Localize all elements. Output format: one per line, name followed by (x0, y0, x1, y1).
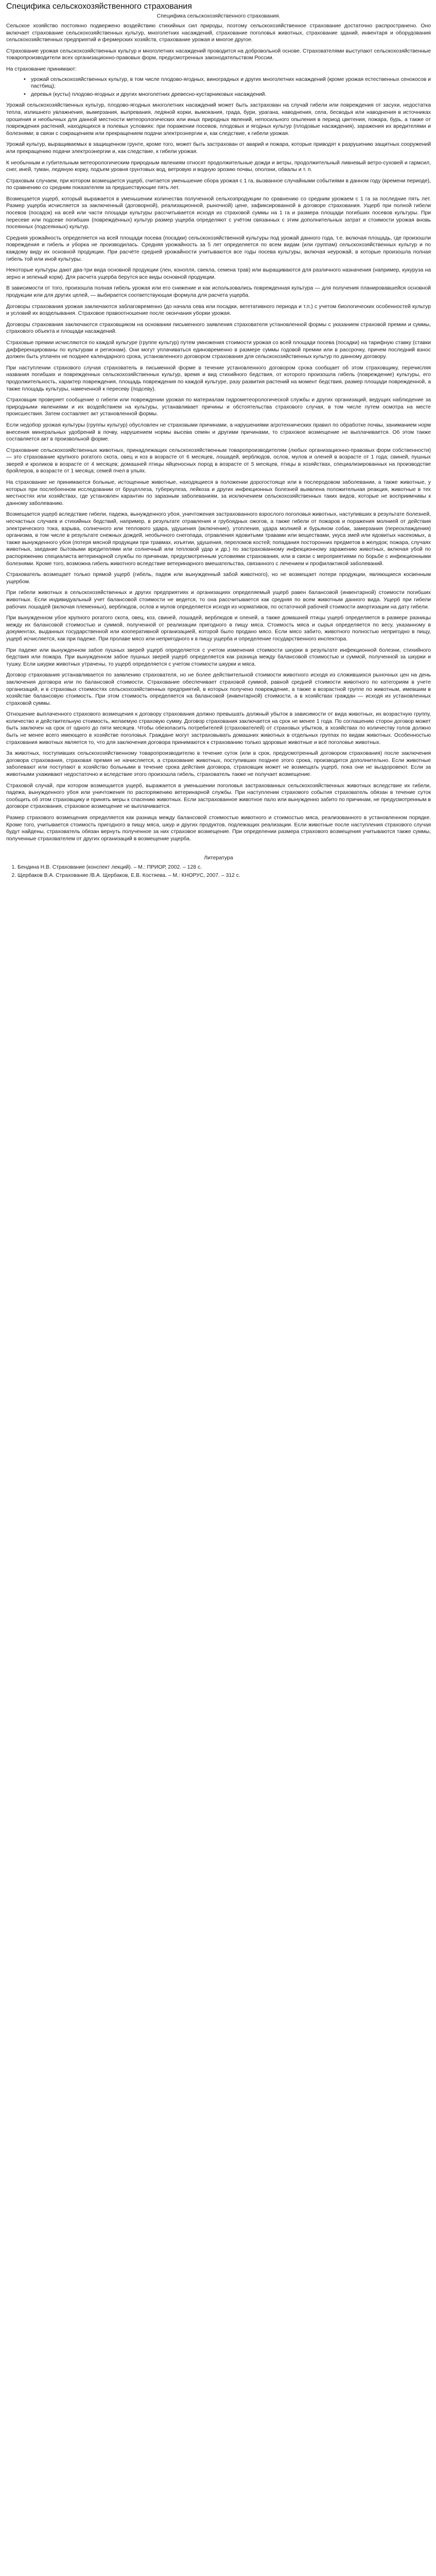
paragraph: Средняя урожайность определяется на всей площади посева (посадки) сельскохозяйственной культуры под урожай данного года, т.е. включая площадь, где произошли повреждения и гибель и уборка не производилась. Средняя урожайность за 5 лет определяется по всем видам (или группам) сельскохозяйственных культур и по каждому виду их основной продукции. При расчёте средней урожайности учитываются все годы посева культуры, включая неурожай, в которые произошла полная гибель той или иной культуры. (6, 235, 431, 262)
paragraph: Страхователь возмещает только прямой ущерб (гибель, падеж или вынужденный забой животного), но не возмещает потери продукции, являющиеся косвенным ущербом. (6, 572, 431, 585)
paragraph: Возмещается ущерб вследствие гибели, падежа, вынужденного убоя, уничтожения застрахованного взрослого поголовья животных, наступивших в результате болезней, несчастных случаев и стихийных бедствий, например, в результате отравления и грубоядных ожогов, а также гибели от пожаров и поражения молнией от действия электрического тока, взрыва, солнечного или теплового удара, удушения (включение), утопления, удара молнией и бурьяном собак, замерзания (переохлаждения) организма, в том числе в результате снежных дождей, необычного снегопада, отравления ядовитыми травами или веществами, укуса змей или ядовитых насекомых, а также вынужденного убоя (потеря мясной продукции при травмах, изъятии, удушения, переломов костей; попадания посторонних предметов в желудок; пожара, случаях животных, заедание бытовыми вредителями или солнечный или тепловой удар и др.) по застрахованному инфекционному заражению животных, включая убой по распоряжению специалиста ветеринарной службы по причинам, предусмотренным условиями страхования, или в связи с мероприятиями по борьбе с инфекционными болезнями. Кроме того, возможна гибель животного вследствие ветеринарного вмешательства, связанного с лечением и профилактикой заболеваний. (6, 512, 431, 567)
paragraph: Страховщик проверяет сообщение о гибели или повреждении урожая по материалам гидрометеорологической службы и других организаций, ведущих наблюдение за природными явлениями и их воздействием на культуры, устанавливает причины и обстоятельства страхового случая, в том числе путем осмотра на месте происшествия. Затем составляет акт установленной формы. (6, 397, 431, 417)
paragraph: Страховые премии исчисляются по каждой культуре (группе культур) путем умножения стоимости урожая со всей площади посева (посадки) на тарифную ставку (ставки дифференцированы по культурам и регионам). Они могут уплачиваться единовременно в размере суммы годовой премии или в рассрочку, причем последний взнос должен быть уплачен не позднее календарного срока, установленного договором страхования для сельскохозяйственных культур по данному договору. (6, 340, 431, 360)
paragraph: Договоры страхования урожая заключаются заблаговременно (до начала сева или посадки, вегетативного периода и т.п.) с учетом биологических особенностей культур и условий их возделывания. Страховое правоотношение после окончания уборки урожая. (6, 303, 431, 317)
paragraph: На страхование не принимаются больные, истощенные животные, находящиеся в положении дорогостояще или в послеродовом заболевании, а также животные, у которых при послебоенном исследовании от бруцеллеза, туберкулеза, лейкоза и других инфекционных болезней выявлена положительная реакция, животные в тех местностях или хозяйствах, где установлен карантин по заразным заболеваниям, за исключением сельскохозяйственных таких видов, которые не восприимчивы к данному заболеванию. (6, 480, 431, 506)
literature-list (6, 864, 431, 879)
paragraph: За животных, поступивших сельскохозяйственному товаропроизводителю в течение суток (или в срок, предусмотренный договором страхования) после заключения договора страхования, страховая премия не начисляется, а страхование животных, поступивших позднее этого срока, производится дополнительно. Если животные заболевают или поступают в хозяйство больными в течение срока действия договора, страховщик может не возмещать ущерб, пока они не выздоровеют. Если за животными ухаживают недостаточно и вследствие этого произошла гибель, страхователь также не получает возмещение. (6, 751, 431, 778)
document-page (0, 0, 436, 879)
paragraph: Если недобор урожая культуры (группы культур) обусловлен не страховыми причинами, а нарушениями агротехнических правил по обработке почвы, заниманием норм внесения минеральных удобрений в почву, нарушением нормы высева семян и другими причинами, то страховое возмещение не выплачивается. Об этом также составляется акт в произвольной форме. (6, 422, 431, 443)
paragraph: Возмещается ущерб, который выражается в уменьшении количества полученной сельхозпродукции по сравнению со средним урожаем с 1 га за последние пять лет. Размер ущерба исчисляется за заключенный (договорной), реализационной, рыночной) цене, зафиксированной в договоре страхования. Ущерб при полной гибели посевов (посадок) на всей или части площади культуры рассчитывается исходя из страховой суммы на 1 га и размера площади погибших посевов культуры. При пересеве или подсеве погибших (повреждённых) культур размер ущерба определяют с учётом связанных с этим дополнительных затрат и стоимости урожая вновь посеянных (подсеянных) культур. (6, 196, 431, 230)
literature-item: 1. Бендина Н.В. Страхование (конспект лекций). – М.: ПРИОР, 2002. – 128 с. (18, 864, 431, 871)
paragraph: Страхование сельскохозяйственных животных, принадлежащих сельскохозяйственным товаропроизводителям (любых организационно-правовых форм собственности) — это страхование крупного рогатого скота, овец и коз в возрасте от 6 месяцев, лошадей, верблюдов, ослов, мулов и оленей в возрасте от 1 года; свиней, пушных зверей и кроликов в возрасте от 4 месяцев; домашней птицы яйценосных пород в возрасте от 5 месяцев, птицы в хозяйствах, специализированных на производстве бройлеров, в возрасте от 1 месяца; семей пчел в ульях. (6, 447, 431, 474)
paragraph: Урожай культур, выращиваемых в защищенном грунте, кроме того, может быть застрахован от аварий и пожара, которые приводят к разрушению защитных сооружений или прекращению подачи электроэнергии и, как следствие, к гибели урожая. (6, 142, 431, 155)
section-subtitle: Специфика сельскохозяйственного страхования. (156, 13, 281, 19)
paragraph: Страхование урожая сельскохозяйственных культур и многолетних насаждений проводится на добровольной основе. Страхователями выступают сельскохозяйственные товаропроизводители всех организационно-правовых форм, предусмотренных законодательством России. (6, 48, 431, 61)
paragraph: На страхование принимают: (6, 66, 77, 72)
paragraph: При падеже или вынужденном забое пушных зверей ущерб определяется с учетом изменения стоимости шкурки в результате инфекционной болезни, стихийного бедствия или пожара. При вынужденном забое пушных зверей ущерб определяется как разница между балансовой стоимостью и суммой, полученной за шкурки и тушку. Если шкурки животных утрачены, то ущерб определяется с учетом стоимости шкурки и мяса. (6, 647, 431, 667)
literature-heading: Литература (204, 855, 233, 861)
insured-objects-list (6, 76, 431, 98)
paragraph: Договор страхования устанавливается по заявлению страхователя, но не более действительной стоимости животного исходя из сложившихся рыночных цен на день заключения договора или по балансовой стоимости. Страхование обеспечивает страховой суммой, равной средней стоимости животного по категориям в учете организаций, и в страховых стоимостях сельскохозяйственных предприятий, в которых получено повреждение, а также в возрастной группе по животным, имевшим в хозяйстве балансовую стоимость. При этом стоимость определяется на балансовой (инвентарной) стоимости, а в хозяйствах граждан — исходя из установленных страховой суммы. (6, 672, 431, 706)
paragraph: Отношение выплаченного страхового возмещения к договору страхования должно превышать должный убыток в зависимости от вида животных, их возрастную группу, количество и действительную стоимость, желаемую страховую сумму. Договор страхования заключается на срок не менее 1 года. По соглашению сторон договор может быть заключен на срок от одного до пяти месяцев. Чтобы обезопасить потребителей (страхователей) от страховых убытков, в хозяйствах по количеству голов должно быть не менее всего имеющего в хозяйстве поголовья. Граждане могут застраховывать домашних животных в отдельных группах по видам животных. Особенностью страхования животных является то, что для заключения договора принимаются к страхованию только здоровые животные и всё поголовье животных. (6, 711, 431, 745)
paragraph: Страховой случай, при котором возмещается ущерб, выражается в уменьшении поголовья застрахованных сельскохозяйственных животных вследствие их гибели, падежа, вынужденного убоя или уничтожения по распоряжению ветеринарной службы. При наступлении страхового события страхователь обязан в течение суток сообщить об этом страховщику и принять меры к спасению животных. Если застрахованное животное пало или вынужденно забито по причинам, не предусмотренным в договоре страхования, страховое возмещение не выплачивается. (6, 783, 431, 810)
paragraph: Страховым случаем, при котором возмещается ущерб, считается уменьшение сбора урожая с 1 га, вызванное случайными событиями в данном году (времени периоде), по сравнению со средним показателем за предшествующие пять лет. (6, 178, 431, 191)
paragraph: К необычным и губительным метеорологическим природным явлениям относят продолжительные дожди и ветры, продолжительный ливневый ветро-суховей и гармсил, снег, иней, туман, ледяную корку, подъем уровня грунтовых вод, ветровую и водную эрозию почвы, оползни, обвалы и т. п. (6, 160, 431, 173)
paragraph: Некоторые культуры дают два-три вида основной продукции (лен, конопля, свекла, семена трав) или выращиваются для различного назначения (например, кукуруза на зерно и зеленый корм). Для расчета ущерба берутся все виды основной продукции. (6, 267, 431, 280)
paragraph: Урожай сельскохозяйственных культур, плодово-ягодных многолетних насаждений может быть застрахован на случай гибели или повреждения от засухи, недостатка тепла, излишнего увлажнения, вымерзания, выпревания, ледяной корки, вымокания, града, бури, урагана, наводнения, села, бесводья или наводнения в источниках орошения и необычных для данной местности метеорологических или иных природных явлений, непосильного опыления в период цветения, пожара, бурь, а также от повреждения растений, находящихся в полевых условиях: при поражении посевов, плодовых и ягодных культур (плодовые насаждения), заражения их вредителями и болезнями; в связи с сокращением или прекращением подачи электроэнергии и, как следствие, к гибели урожая. (6, 103, 431, 137)
paragraph: При гибели животных в сельскохозяйственных и других предприятиях и организациях определяемый ущерб равен балансовой (инвентарной) стоимости погибших животных. Если индивидуальный учет балансовой стоимости не ведется, то она рассчитывается как средняя по всем животным данного вида. Ущерб при гибели рабочих лошадей (включая племенных), верблюдов, ослов и мулов определяется исходя из нормативов, по остаточной рабочей стоимости амортизации на дату гибели. (6, 590, 431, 610)
paragraph: При наступлении страхового случая страхователь в письменной форме в течение установленного договором срока сообщает об этом страховщику, перечисляя названия погибших и поврежденных сельскохозяйственных культур, время и вид стихийного бедствия, от которого произошла гибель (повреждение) культуры, его продолжительность, характер повреждения, площадь повреждения по каждой культуре, разу развития растений на момент бедствия, размер площади поврежденной, а также площадь культуры, намеченной к пересеву (подсеву). (6, 365, 431, 392)
paragraph: Договоры страхования заключаются страховщиком на основании письменного заявления страхователя установленной формы с указанием страховой премии и суммы, страхового объекта и площади насаждений. (6, 321, 431, 335)
literature-item: 2. Щербаков В.А. Страхование /В.А. Щербаков, Е.В. Костяева. – М.: КНОРУС, 2007. – 312 с. (18, 872, 431, 879)
paragraph: Размер страхового возмещения определяется как разница между балансовой стоимостью животного и стоимостью мяса, реализованного в установленном порядке. Кроме того, учитывается стоимость пригодного в пищу мяса, шкур и других продуктов, подлежащих реализации. Если животные после наступления страхового случая будут найдены, страхователь обязан вернуть полученное за них страховое возмещение. При определении размера страхового возмещения учитываются также суммы, полученные страхователем от других организаций в возмещение ущерба. (6, 815, 431, 842)
paragraph: При вынужденном убое крупного рогатого скота, овец, коз, свиней, лошадей, верблюдов и оленей, а также домашней птицы ущерб определяется в размере разницы между их балансовой стоимостью и суммой, полученной от реализации пригодного в пищу мяса. Стоимость мяса и сырья определяется по весу, указанному в документах, выданных государственной или кооперативной организацией, которой было продано мясо. Если мясо забито, животного полностью непригодно в пищу, ущерб исчисляется, как при падеже. При пролаве мясо или непригодного к в пищу ущерба и определение государственного инспектора. (6, 615, 431, 642)
body-section-b (6, 102, 431, 842)
paragraph: Сельское хозяйство постоянно подвержено воздействию стихийных сил природы, поэтому сельскохозяйственное страхование достаточно распространено. Оно включает страхование сельскохозяйственных культур, многолетних насаждений, страхование поголовья животных, страхование зданий, инвентаря и оборудования сельскохозяйственных предприятий и фермерских хозяйств, страхование урожая и многое другое. (6, 23, 431, 43)
body-section-a (6, 23, 431, 73)
list-item: • урожай сельскохозяйственных культур, в том числе плодово-ягодных, виноградных и других многолетних насаждений (кроме урожая естественных сенокосов и пастбищ); (31, 76, 431, 90)
paragraph: В зависимости от того, произошла полная гибель урожая или его снижение и как использовались поврежденная культура — для получения планировавшейся основной продукции или для других целей, — выбирается соответствующая формула для расчета ущерба. (6, 285, 431, 298)
page-title: Специфика сельскохозяйственного страхования (6, 2, 192, 11)
list-item: • деревья (кусты) плодово-ягодных и других многолетних древесно-кустарниковых насаждений. (31, 91, 431, 98)
